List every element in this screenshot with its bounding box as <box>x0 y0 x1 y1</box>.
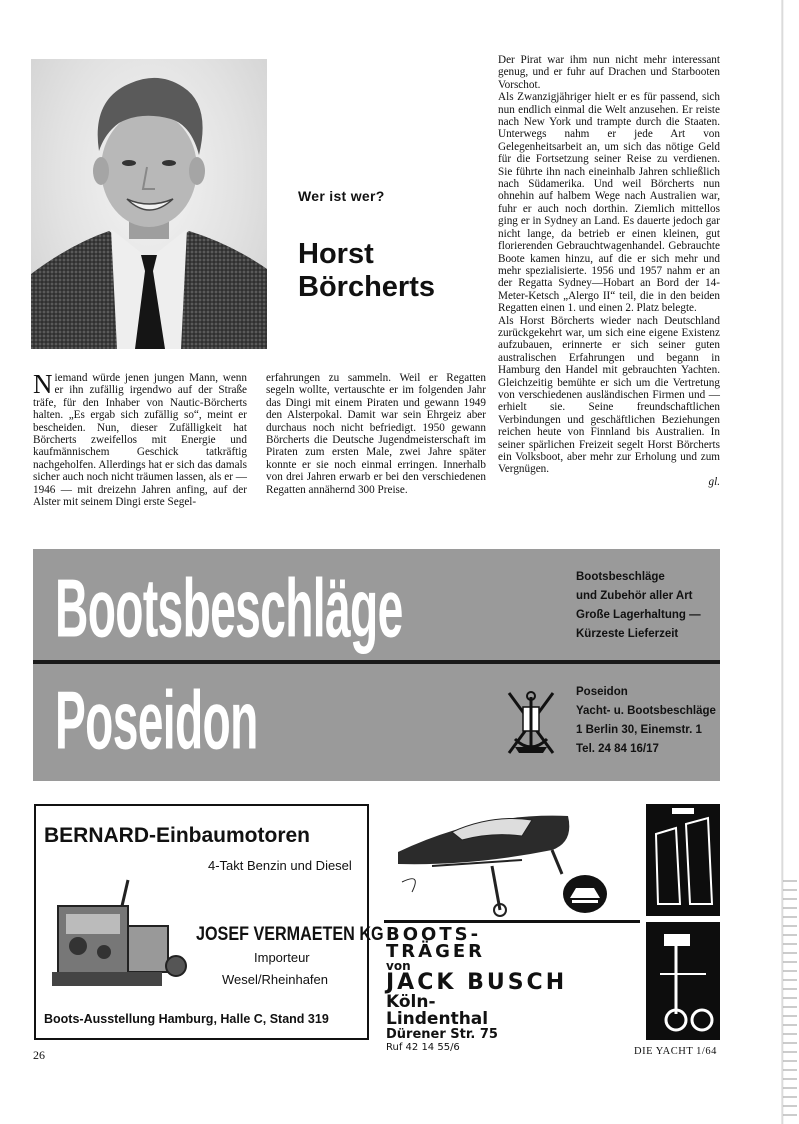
magazine-issue: DIE YACHT 1/64 <box>634 1046 717 1057</box>
ad-headline-bootsbeschlaege: Bootsbeschläge <box>55 562 403 655</box>
bernard-advertisement <box>34 804 384 1040</box>
author-signature: gl. <box>708 475 720 488</box>
busch-line: Dürener Str. 75 <box>386 1027 498 1042</box>
ad-info-address <box>576 683 716 759</box>
ad-info-products <box>576 568 701 644</box>
anchor-emblem-icon <box>503 687 559 764</box>
info-line: Bootsbeschläge <box>576 571 665 583</box>
busch-line: Köln- <box>386 992 436 1012</box>
fair-info: Boots-Ausstellung Hamburg, Halle C, Stand 319 <box>44 1012 329 1026</box>
column-3-paragraph-3: Als Horst Börcherts wieder nach Deutschland zurückgekehrt war, um sich eine eigene Existenz aufzubauen, erinnerte er sich seiner guten australischen Erfahrungen und begann in Hamburg den Handel mit gebrauchten Yachten. Gleichzeitig bemühte er sich um die Vertretung von verschiedenen ausländischen Firmen und — erhielt sie. Seine freundschaftlichen Verbindungen und geschäftlichen Beziehungen reichen heute von Finnland bis Australien. In seiner spärlichen Freizeit segelt Horst Börcherts ein Volksboot, aber mehr zur Erholung und zum Vergnügen. <box>498 314 720 476</box>
busch-line: BOOTS- <box>386 924 482 945</box>
info-line: Kürzeste Lieferzeit <box>576 628 679 640</box>
busch-line: JACK BUSCH <box>386 970 568 995</box>
info-line: 1 Berlin 30, Einemstr. 1 <box>576 724 702 736</box>
bernard-subtitle: 4-Takt Benzin und Diesel <box>208 858 352 873</box>
busch-text <box>386 926 567 1055</box>
trailer-detail-icon <box>646 804 720 1045</box>
article-column-3 <box>498 54 720 488</box>
importer-location: Wesel/Rheinhafen <box>222 972 328 987</box>
busch-line: TRÄGER <box>386 941 485 962</box>
busch-line: Lindenthal <box>386 1009 489 1029</box>
article-headline <box>298 238 435 304</box>
info-line: Yacht- u. Bootsbeschläge <box>576 705 716 717</box>
page-number: 26 <box>33 1048 45 1062</box>
column-1-text: iemand würde jenen jungen Mann, wenn er ihn zufällig irgendwo auf der Straße träfe, für den Inhaber von Nautic-Börcherts halten. „Es ergab sich zufällig so“, meint er bescheiden. Nun, dieser Zufälligkeit hat Börcherts zweifellos mit Energie und kaufmännischem Geschick tatkräftig nachgeholfen. Allerdings hat er sich das damals sicher auch noch nicht träumen lassen, als er — 1946 — mit dreizehn Jahren anfing, auf der Alster mit seinem Dingi erste Segel- <box>33 372 247 509</box>
busch-divider <box>384 920 640 923</box>
poseidon-advertisement <box>33 549 720 781</box>
column-2-text: erfahrungen zu sammeln. Weil er Regatten segeln wollte, vertauschte er im folgenden Jahr das Dingi mit einem Piraten und gewann 1949 den Alsterpokal. Damit war sein Ehrgeiz aber durchaus noch nicht befriedigt. 1950 gewann Börcherts die Deutsche Jugendmeisterschaft im Piraten zum ersten Male, zwei Jahre später konnte er sie noch einmal erringen. Innerhalb von drei Jahren erwarb er bei den verschiedenen Regatten annähernd 300 Preise. <box>266 372 486 496</box>
busch-phone: Ruf 42 14 55/6 <box>386 1042 460 1053</box>
headline-first-name: Horst <box>298 238 374 270</box>
info-line: und Zubehör aller Art <box>576 590 693 602</box>
busch-logo-icon <box>562 874 608 919</box>
column-3-paragraph-1: Der Pirat war ihm nun nicht mehr interessant genug, und er fuhr auf Drachen und Starbooten Vorschot. <box>498 54 720 91</box>
page-edge <box>777 0 799 1124</box>
bernard-title: BERNARD-Einbaumotoren <box>44 824 310 847</box>
headline-last-name: Börcherts <box>298 271 435 303</box>
marine-engine-icon <box>48 876 188 1011</box>
drop-cap: N <box>33 369 53 399</box>
busch-line: von <box>386 959 411 973</box>
portrait-photo <box>31 59 267 349</box>
importer-role: Importeur <box>254 950 310 965</box>
info-line: Tel. 24 84 16/17 <box>576 743 659 755</box>
article-column-2 <box>266 372 486 496</box>
importer-company: JOSEF VERMAETEN KG <box>196 924 384 945</box>
info-line: Poseidon <box>576 686 628 698</box>
article-kicker: Wer ist wer? <box>298 188 385 204</box>
column-3-paragraph-2: Als Zwanzigjähriger hielt er es für passend, sich nun endlich einmal die Welt anzusehen. Er reiste nach New York und trampte durch die Staaten. Unterwegs nahm er jede Art von Gelegenheitsarbeit an, um sich das nötige Geld für die Fortsetzung seiner Reise zu verdienen. Sie führte ihn nach eineinhalb Jahren schließlich nach Südamerika. Und weil Börcherts nun ohnehin auf halbem Wege nach Australien war, fuhr er auch noch dorthin. Ziemlich mittellos ging er in Sydney an Land. Es dauerte jedoch gar nicht lange, da betrieb er einen kleinen, gut florierenden Gebrauchtwagenhandel. Gebrauchte Boote kamen hinzu, auf die er sich mehr und mehr spezialisierte. 1956 und 1957 nahm er an der Regatta Sydney—Hobart an Bord der 14-Meter-Ketsch „Alergo II“ teil, die in den beiden Regatten einen 1. und einen 2. Platz belegte. <box>498 91 720 315</box>
info-line: Große Lagerhaltung — <box>576 609 701 621</box>
ad-headline-poseidon: Poseidon <box>55 674 258 767</box>
ad-divider <box>33 660 720 664</box>
article-column-1 <box>33 369 247 509</box>
